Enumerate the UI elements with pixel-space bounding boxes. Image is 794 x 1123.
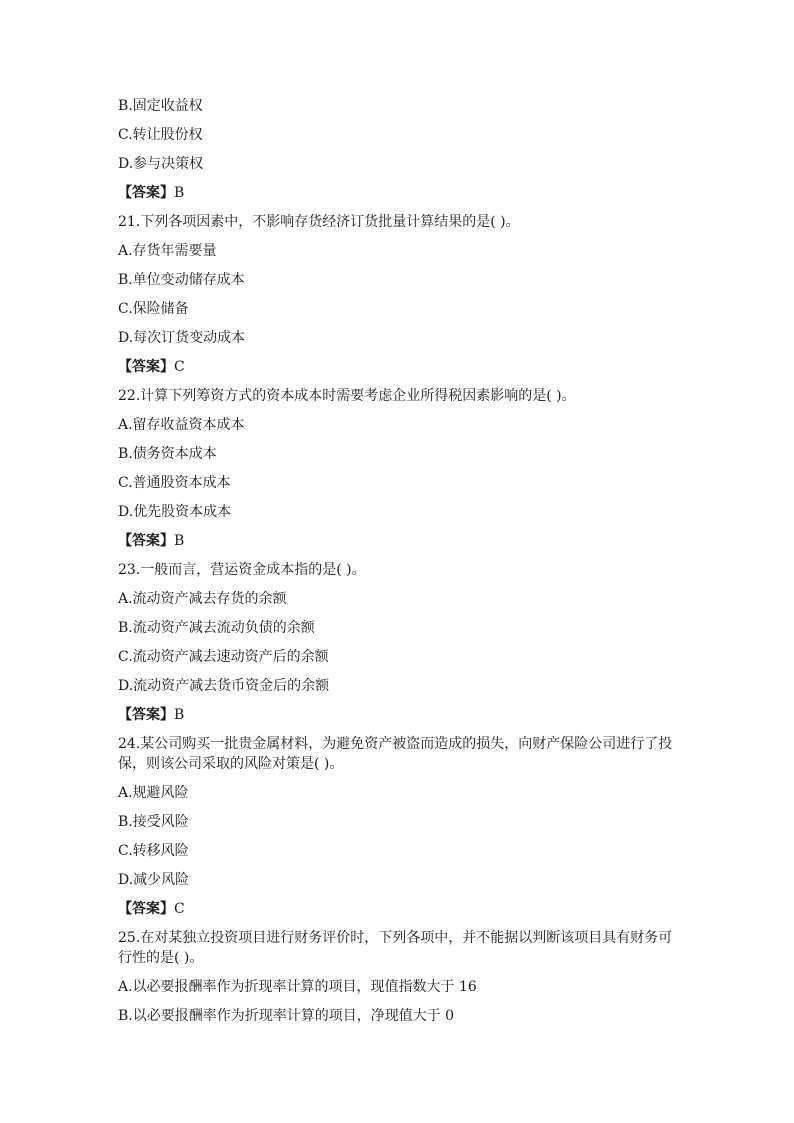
q25-option-a: A.以必要报酬率作为折现率计算的项目，现值指数大于 16 — [118, 979, 477, 995]
q21-option-a: A.存货年需要量 — [118, 243, 217, 259]
q22-stem: 22.计算下列筹资方式的资本成本时需要考虑企业所得税因素影响的是( )。 — [118, 388, 576, 404]
q21-option-b: B.单位变动储存成本 — [118, 272, 245, 288]
answer-label: 【答案】 — [118, 359, 174, 375]
q24-answer — [118, 899, 688, 919]
q21-option-d: D.每次订货变动成本 — [118, 330, 246, 346]
q23-option-c: C.流动资产减去速动资产后的余额 — [118, 649, 329, 665]
q21-answer — [118, 357, 688, 377]
q23-answer — [118, 705, 688, 725]
q23-option-b: B.流动资产减去流动负债的余额 — [118, 620, 315, 636]
q20-option-b: B.固定收益权 — [118, 98, 203, 114]
answer-value: B — [174, 707, 185, 723]
q20-option-d: D.参与决策权 — [118, 156, 204, 172]
q24-option-c: C.转移风险 — [118, 843, 189, 859]
answer-value: B — [174, 185, 185, 201]
q21-option-c: C.保险储备 — [118, 301, 189, 317]
q20-answer — [118, 183, 688, 203]
q22-option-d: D.优先股资本成本 — [118, 504, 232, 520]
q23-option-a: A.流动资产减去存货的余额 — [118, 591, 287, 607]
q23-stem: 23.一般而言，营运资金成本指的是( )。 — [118, 562, 366, 578]
q20-option-c: C.转让股份权 — [118, 127, 203, 143]
q21-stem: 21.下列各项因素中，不影响存货经济订货批量计算结果的是( )。 — [118, 214, 520, 230]
q24-option-d: D.减少风险 — [118, 872, 190, 888]
q22-option-c: C.普通股资本成本 — [118, 475, 231, 491]
answer-value: B — [174, 533, 185, 549]
answer-label: 【答案】 — [118, 901, 174, 917]
answer-value: C — [174, 359, 185, 375]
q24-option-a: A.规避风险 — [118, 785, 189, 801]
q22-option-a: A.留存收益资本成本 — [118, 417, 245, 433]
answer-label: 【答案】 — [118, 533, 174, 549]
q25-option-b: B.以必要报酬率作为折现率计算的项目，净现值大于 0 — [118, 1008, 455, 1024]
answer-label: 【答案】 — [118, 707, 174, 723]
answer-value: C — [174, 901, 185, 917]
q24-stem-line2: 保，则该公司采取的风险对策是( )。 — [118, 756, 344, 772]
q23-option-d: D.流动资产减去货币资金后的余额 — [118, 678, 330, 694]
q22-answer — [118, 531, 688, 551]
q24-option-b: B.接受风险 — [118, 814, 189, 830]
q24-stem-line1: 24.某公司购买一批贵金属材料，为避免资产被盗而造成的损失，向财产保险公司进行了投 — [118, 736, 673, 752]
q25-stem-line1: 25.在对某独立投资项目进行财务评价时，下列各项中，并不能据以判断该项目具有财务可 — [118, 930, 673, 946]
q22-option-b: B.债务资本成本 — [118, 446, 217, 462]
q25-stem-line2: 行性的是( )。 — [118, 950, 204, 966]
answer-label: 【答案】 — [118, 185, 174, 201]
document-page — [118, 96, 688, 1035]
